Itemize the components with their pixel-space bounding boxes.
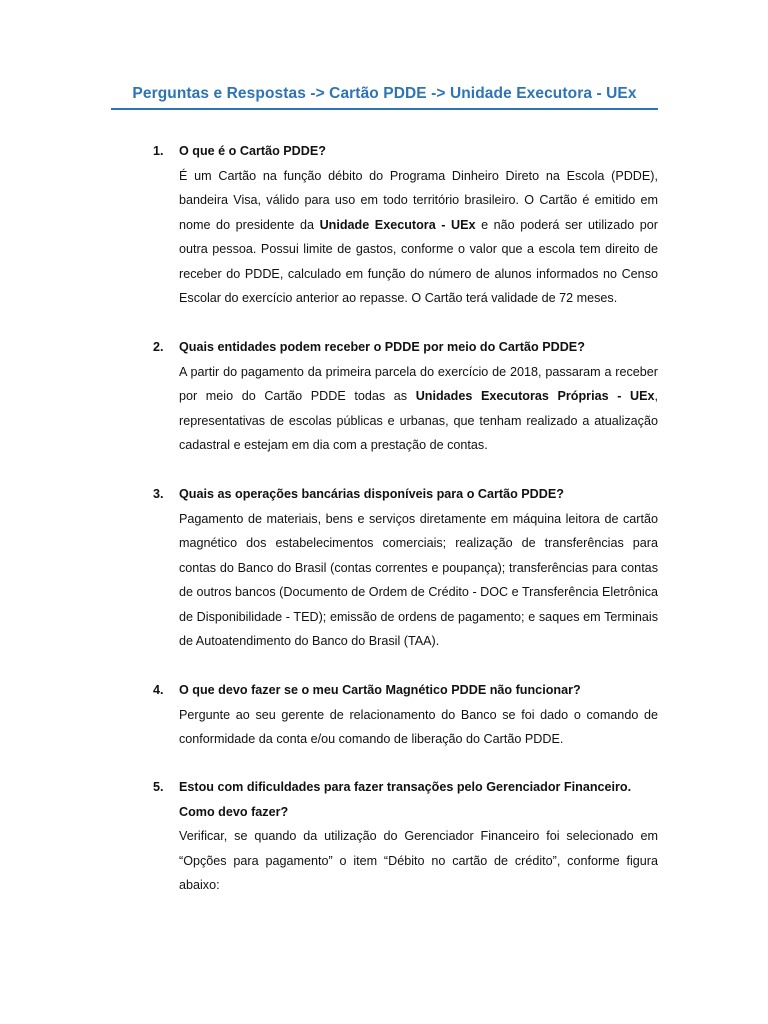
- question-text: Estou com dificuldades para fazer transações pelo Gerenciador Financeiro. Como devo fazer?: [179, 780, 632, 819]
- document-header: [111, 84, 658, 110]
- faq-item-3: [153, 482, 658, 654]
- question-number: 1.: [153, 144, 164, 158]
- answer-text: Pagamento de materiais, bens e serviços diretamente em máquina leitora de cartão magnético dos estabelecimentos comerciais; realização de transferências para contas do Banco do Brasil (contas correntes e poupança); transferências para contas de outros bancos (Documento de Ordem de Crédito - DOC e Transferência Eletrônica de Disponibilidade - TED); emissão de ordens de pagamento; e saques em Terminais de Autoatendimento do Banco do Brasil (TAA).: [179, 511, 658, 648]
- answer-text: Verificar, se quando da utilização do Gerenciador Financeiro foi selecionado em “Opções para pagamento” o item “Débito no cartão de crédito”, conforme figura abaixo:: [179, 829, 658, 892]
- answer-emphasis: Unidade Executora - UEx: [319, 217, 476, 232]
- question-number: 5.: [153, 780, 164, 794]
- question-number: 4.: [153, 683, 164, 697]
- question-text: O que é o Cartão PDDE?: [179, 144, 326, 158]
- faq-item-4: [153, 678, 658, 752]
- faq-item-5: [153, 775, 658, 898]
- question-text: Quais entidades podem receber o PDDE por meio do Cartão PDDE?: [179, 340, 585, 354]
- question-text: Quais as operações bancárias disponíveis para o Cartão PDDE?: [179, 487, 564, 501]
- faq-item-1: [153, 139, 658, 311]
- answer-text: A partir do pagamento da primeira parcela do exercício de 2018, passaram a receber por meio do Cartão PDDE todas as Unidades Executoras Próprias - UEx, representativas de escolas públicas e urbanas, que tenham realizado a atualização cadastral e estejam em dia com a prestação de contas.: [179, 364, 658, 452]
- page-title: Perguntas e Respostas -> Cartão PDDE -> Unidade Executora - UEx: [132, 85, 637, 102]
- question-text: O que devo fazer se o meu Cartão Magnético PDDE não funcionar?: [179, 683, 581, 697]
- answer-text: É um Cartão na função débito do Programa Dinheiro Direto na Escola (PDDE), bandeira Visa, válido para uso em todo território brasileiro. O Cartão é emitido em nome do presidente da Unidade Executora - UEx e não poderá ser utilizado por outra pessoa. Possui limite de gastos, conforme o valor que a escola tem direito de receber do PDDE, calculado em função do número de alunos informados no Censo Escolar do exercício anterior ao repasse. O Cartão terá validade de 72 meses.: [179, 168, 658, 305]
- question-number: 3.: [153, 487, 164, 501]
- faq-item-2: [153, 335, 658, 458]
- answer-text: Pergunte ao seu gerente de relacionamento do Banco se foi dado o comando de conformidade da conta e/ou comando de liberação do Cartão PDDE.: [179, 707, 658, 746]
- question-number: 2.: [153, 340, 164, 354]
- answer-emphasis: Unidades Executoras Próprias - UEx: [415, 389, 655, 403]
